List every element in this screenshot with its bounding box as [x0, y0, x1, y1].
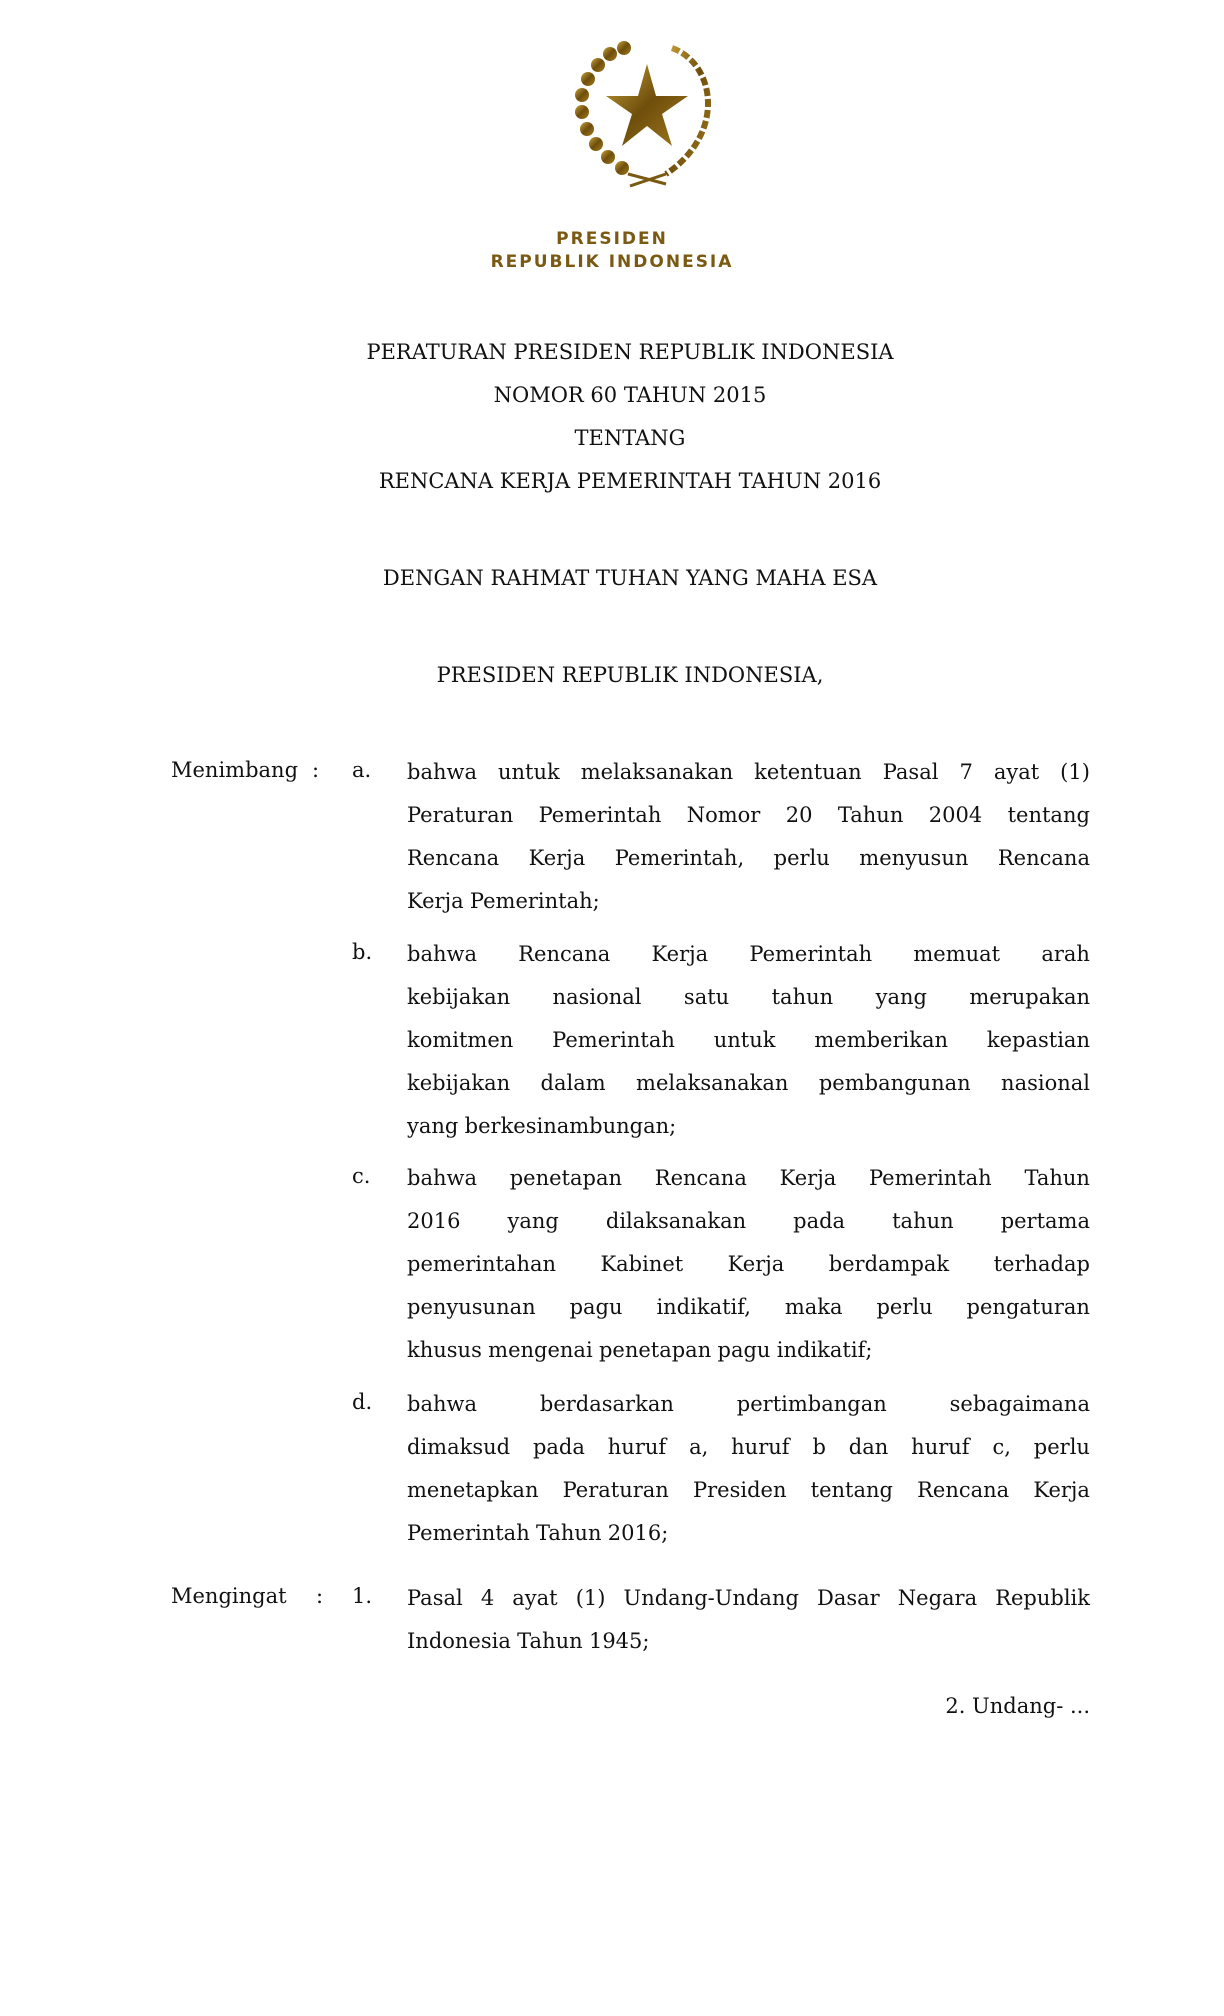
item-line: pemerintahan Kabinet Kerja berdampak terhadap: [407, 1252, 1090, 1276]
letterhead-line1: PRESIDEN: [556, 229, 668, 249]
item-line: Pasal 4 ayat (1) Undang-Undang Dasar Negara Republik: [407, 1586, 1090, 1610]
item-line: bahwa untuk melaksanakan ketentuan Pasal 7 ayat (1): [407, 760, 1090, 784]
item-line: bahwa berdasarkan pertimbangan sebagaimana: [407, 1392, 1090, 1416]
president-heading: PRESIDEN REPUBLIK INDONESIA,: [436, 663, 824, 687]
item-line: menetapkan Peraturan Presiden tentang Rencana Kerja: [407, 1478, 1090, 1502]
mengingat-item: [407, 1584, 1090, 1670]
item-line: penyusunan pagu indikatif, maka perlu pengaturan: [407, 1295, 1090, 1319]
cotton-wreath-icon: [575, 41, 631, 175]
menimbang-item: [407, 758, 1090, 930]
item-line: kebijakan dalam melaksanakan pembangunan nasional: [407, 1071, 1090, 1095]
letterhead-line2: REPUBLIK INDONESIA: [490, 252, 734, 272]
regulation-number: NOMOR 60 TAHUN 2015: [493, 383, 767, 407]
item-line: yang berkesinambungan;: [407, 1114, 677, 1138]
item-line: 2016 yang dilaksanakan pada tahun pertama: [407, 1209, 1090, 1233]
item-line: Rencana Kerja Pemerintah, perlu menyusun Rencana: [407, 846, 1090, 870]
mengingat-item-marker: 1.: [352, 1584, 373, 1608]
rice-wreath-icon: [666, 48, 708, 174]
item-line: kebijakan nasional satu tahun yang merupakan: [407, 985, 1090, 1009]
item-line: bahwa penetapan Rencana Kerja Pemerintah Tahun: [407, 1166, 1090, 1190]
menimbang-item-marker: b.: [352, 940, 373, 964]
item-line: komitmen Pemerintah untuk memberikan kepastian: [407, 1028, 1090, 1052]
item-line: Indonesia Tahun 1945;: [407, 1629, 650, 1653]
regulation-subject: RENCANA KERJA PEMERINTAH TAHUN 2016: [378, 469, 882, 493]
menimbang-label: Menimbang: [171, 758, 299, 782]
menimbang-item-marker: d.: [352, 1390, 373, 1414]
presidential-emblem: [566, 34, 728, 190]
item-line: dimaksud pada huruf a, huruf b dan huruf c, perlu: [407, 1435, 1090, 1459]
item-line: khusus mengenai penetapan pagu indikatif;: [407, 1338, 873, 1362]
item-line: bahwa Rencana Kerja Pemerintah memuat arah: [407, 942, 1090, 966]
regulation-title: PERATURAN PRESIDEN REPUBLIK INDONESIA: [366, 340, 894, 364]
continuation-marker: 2. Undang- ...: [945, 1694, 1090, 1718]
menimbang-item: [407, 1390, 1090, 1562]
menimbang-item: [407, 1164, 1090, 1379]
item-line: Kerja Pemerintah;: [407, 889, 600, 913]
mengingat-label: Mengingat: [171, 1584, 287, 1608]
invocation: DENGAN RAHMAT TUHAN YANG MAHA ESA: [382, 566, 878, 590]
menimbang-colon: :: [312, 758, 320, 782]
item-line: Peraturan Pemerintah Nomor 20 Tahun 2004 tentang: [407, 803, 1090, 827]
menimbang-item: [407, 940, 1090, 1155]
mengingat-colon: :: [316, 1584, 324, 1608]
regulation-about: TENTANG: [574, 426, 686, 450]
star-icon: [606, 64, 688, 146]
item-line: Pemerintah Tahun 2016;: [407, 1521, 669, 1545]
menimbang-item-marker: c.: [352, 1164, 371, 1188]
menimbang-item-marker: a.: [352, 758, 372, 782]
